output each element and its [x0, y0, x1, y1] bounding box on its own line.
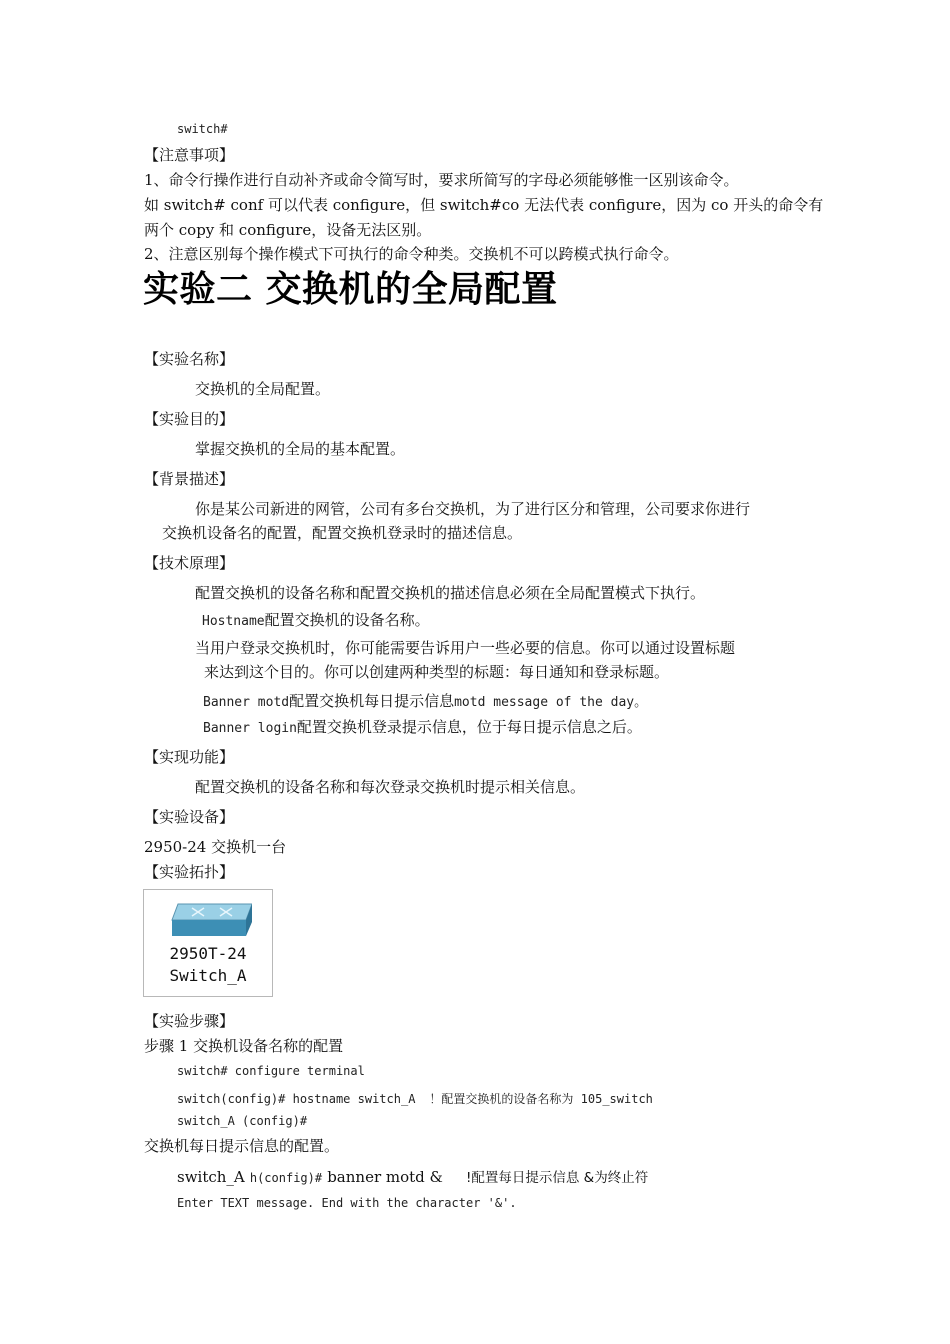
tech-motd-text: 配置交换机每日提示信息	[289, 692, 455, 710]
equipment-text: 2950-24 交换机一台	[144, 838, 287, 856]
cmd-banner-comment: !配置每日提示信息 &为终止符	[465, 1170, 649, 1186]
device-name-label: Switch_A	[169, 966, 247, 985]
switch-icon	[170, 902, 252, 940]
prompt-line: switch#	[177, 122, 228, 136]
name-heading: 【实验名称】	[144, 350, 235, 368]
notes-item2: 2、注意区别每个操作模式下可执行的命令种类。交换机不可以跨模式执行命令。	[144, 245, 679, 263]
cmd-banner-c: banner motd &	[327, 1168, 443, 1186]
background-line2: 交换机设备名的配置，配置交换机登录时的描述信息。	[162, 524, 523, 542]
tech-heading: 【技术原理】	[144, 554, 235, 572]
tech-line3: 当用户登录交换机时，你可能需要告诉用户一些必要的信息。你可以通过设置标题	[195, 639, 736, 657]
tech-hostname-text: 配置交换机的设备名称。	[264, 611, 430, 629]
step2-title: 交换机每日提示信息的配置。	[144, 1137, 340, 1155]
tech-login-line	[203, 716, 642, 737]
topology-heading: 【实验拓扑】	[144, 863, 235, 881]
tech-login-text: 配置交换机登录提示信息，位于每日提示信息之后。	[296, 718, 642, 736]
cmd-hostname: switch(config)# hostname switch_A	[177, 1092, 416, 1106]
tech-line1: 配置交换机的设备名称和配置交换机的描述信息必须在全局配置模式下执行。	[195, 584, 706, 602]
steps-heading: 【实验步骤】	[144, 1012, 235, 1030]
cmd-banner-b: h(config)#	[249, 1171, 323, 1185]
cmd-enter-text: Enter TEXT message. End with the character '&'.	[177, 1196, 517, 1210]
notes-item1-line1: 1、命令行操作进行自动补齐或命令简写时，要求所简写的字母必须能够惟一区别该命令。	[144, 171, 739, 189]
tech-motd-line	[203, 690, 647, 711]
notes-heading: 【注意事项】	[144, 146, 235, 164]
tech-login-cmd: Banner login	[203, 721, 297, 736]
goal-heading: 【实验目的】	[144, 410, 235, 428]
function-text: 配置交换机的设备名称和每次登录交换机时提示相关信息。	[195, 778, 586, 796]
page-title: 实验二 交换机的全局配置	[143, 269, 558, 310]
notes-item1-line3: 两个 copy 和 configure，设备无法区别。	[144, 221, 432, 239]
equipment-heading: 【实验设备】	[144, 808, 235, 826]
function-heading: 【实现功能】	[144, 748, 235, 766]
cmd-hostname-comment: ！配置交换机的设备名称为 105_switch	[429, 1092, 653, 1106]
cmd-switch-a-prompt: switch_A (config)#	[177, 1114, 308, 1128]
tech-motd-tail: motd message of the day。	[454, 695, 648, 710]
background-line1: 你是某公司新进的网管，公司有多台交换机，为了进行区分和管理，公司要求你进行	[195, 500, 751, 518]
cmd-banner-a: switch_A	[177, 1168, 245, 1186]
cmd-configure-terminal: switch# configure terminal	[177, 1064, 365, 1078]
goal-text: 掌握交换机的全局的基本配置。	[195, 440, 406, 458]
cmd-hostname-line	[177, 1088, 653, 1107]
cmd-banner-line	[177, 1166, 648, 1186]
tech-hostname-cmd: Hostname	[202, 614, 265, 629]
device-model-label: 2950T-24	[169, 944, 247, 963]
step1-title: 步骤 1 交换机设备名称的配置	[144, 1037, 344, 1055]
notes-item1-line2: 如 switch# conf 可以代表 configure，但 switch#co 无法代表 configure，因为 co 开头的命令有	[144, 196, 824, 214]
name-text: 交换机的全局配置。	[195, 380, 331, 398]
topology-figure	[143, 889, 273, 997]
background-heading: 【背景描述】	[144, 470, 235, 488]
tech-hostname-line	[202, 609, 430, 630]
tech-motd-cmd: Banner motd	[203, 695, 290, 710]
tech-line4: 来达到这个目的。你可以创建两种类型的标题：每日通知和登录标题。	[204, 663, 670, 681]
